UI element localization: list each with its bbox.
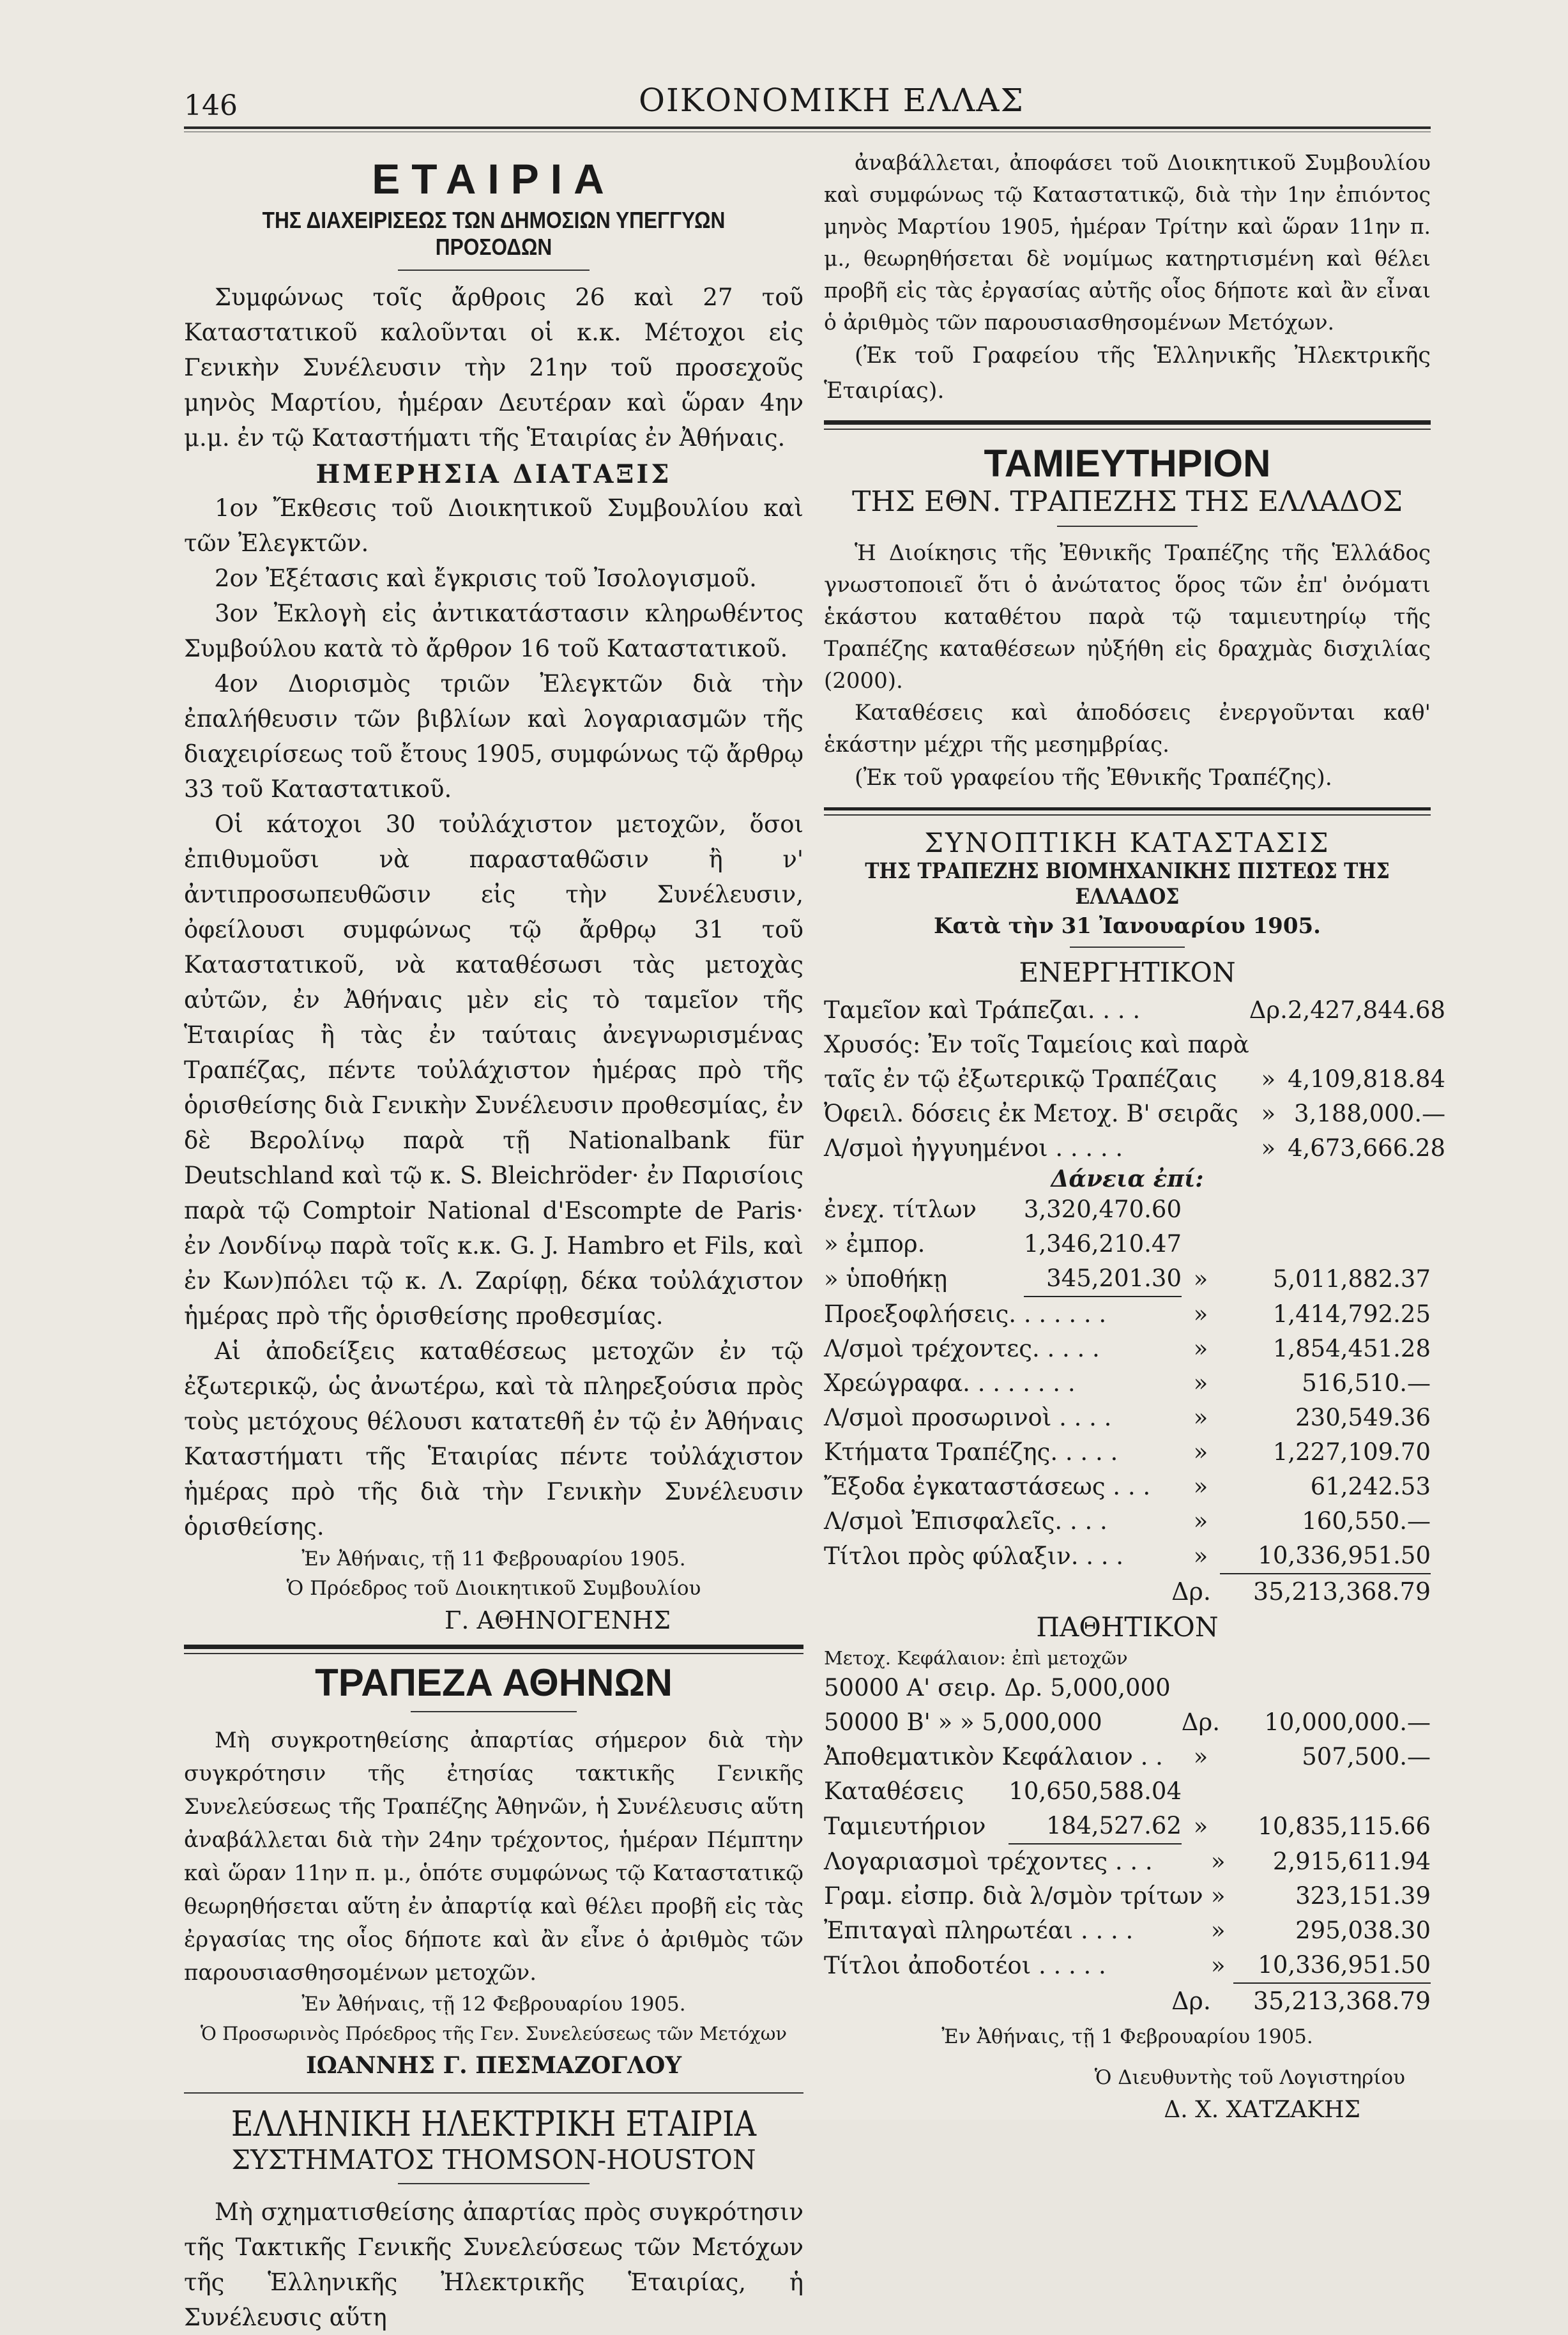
row-label: Ἐπιταγαὶ πληρωτέαι . . . .: [824, 1917, 1134, 1944]
row-label: Ὀφειλ. δόσεις ἐκ Μετοχ. Β' σειρᾶς: [824, 1100, 1238, 1127]
row-mark: [1182, 1227, 1220, 1261]
row-mark: »: [1193, 1335, 1208, 1362]
row-mark: »: [1193, 1369, 1208, 1397]
row-amount: 10,835,115.66: [1258, 1812, 1431, 1840]
source-note: (Ἐκ τοῦ γραφείου τῆς Ἐθνικῆς Τραπέζης).: [855, 765, 1332, 791]
paragraph: Μὴ συγκροτηθείσης ἀπαρτίας σήμερον διὰ τὴν συγκρότησιν τῆς ἐτησίας τακτικῆς Γενικῆς Συνελεύσεως τῆς Τραπέζης Ἀθηνῶν, ἡ Συνέλευσις αὕτη ἀναβάλλεται διὰ τὴν 24ην τρέχοντος, ἡμέραν Πέμπτην καὶ ὥραν 11ην π. μ., ὁπότε συμφώνως τῷ Καταστατικῷ θεωρηθήσεται αὕτη ἐν ἀπαρτίᾳ καὶ θέλει προβῆ εἰς τὰς ἐργασίας της οἷος δήποτε καὶ ἂν εἶνε ὁ ἀριθμὸς τῶν παρουσιασθησομένων μετοχῶν.: [184, 1728, 803, 1986]
total-amount: 35,213,368.79: [1252, 1578, 1431, 1606]
statement-row: [824, 1671, 1431, 1705]
row-label: Τίτλοι πρὸς φύλαξιν. . . .: [824, 1542, 1124, 1570]
statement-row: [824, 1879, 1431, 1913]
row-label: 50000 Α' σειρ. Δρ. 5,000,000: [824, 1674, 1171, 1701]
row-mark: »: [1193, 1542, 1208, 1570]
row-amount: 323,151.39: [1295, 1882, 1431, 1910]
statement-date-signed: Ἐν Ἀθήναις, τῇ 1 Φεβρουαρίου 1905.: [941, 2025, 1313, 2048]
row-mark: »: [1210, 1917, 1226, 1944]
statement-row: [824, 1097, 1445, 1131]
total-amount: 35,213,368.79: [1252, 1987, 1431, 2015]
statement-row: [824, 1470, 1431, 1504]
row-label: ἐνεχ. τίτλων: [824, 1196, 977, 1223]
statement-row: [824, 1913, 1431, 1948]
row-label: Λ/σμοὶ ἠγγυημένοι . . . . .: [824, 1134, 1123, 1162]
divider: [398, 270, 590, 271]
loans-title: Δάνεια ἐπί:: [1051, 1166, 1204, 1192]
loans-table: [824, 1192, 1431, 1297]
row-amount: 10,000,000.—: [1264, 1708, 1431, 1736]
capital-line: Μετοχ. Κεφάλαιον: ἐπὶ μετοχῶν: [824, 1647, 1128, 1669]
divider: [1057, 526, 1198, 527]
row-label: Κτήματα Τραπέζης. . . . .: [824, 1438, 1118, 1466]
signature-role: Ὁ Πρόεδρος τοῦ Διοικητικοῦ Συμβουλίου: [286, 1577, 701, 1600]
statement-row: [824, 1366, 1431, 1401]
statement-row: [824, 1297, 1431, 1332]
statement-row: [824, 1028, 1445, 1062]
row-mark: »: [1193, 1812, 1208, 1840]
liabilities-table: [824, 1844, 1431, 1984]
section-rule: [824, 807, 1431, 810]
notice-title: ΕΛΛΗΝΙΚΗ ΗΛΕΚΤΡΙΚΗ ΕΤΑΙΡΙΑ: [231, 2104, 757, 2144]
row-mark: Δρ.: [1181, 1708, 1220, 1736]
statement-row: [824, 1227, 1431, 1261]
row-label: Λ/σμοὶ τρέχοντες. . . . .: [824, 1335, 1100, 1362]
paragraph: ἀναβάλλεται, ἀποφάσει τοῦ Διοικητικοῦ Συμβουλίου καὶ συμφώνως τῷ Καταστατικῷ, διὰ τὴν 1ην ἐπιόντος μηνὸς Μαρτίου 1905, ἡμέραν Τρίτην καὶ ὥραν 11ην π. μ., θεωρηθήσεται δὲ νομίμως κατηρτισμένη καὶ θέλει προβῆ εἰς τὰς ἐργασίας αὐτῆς οἷος δήποτε καὶ ἂν εἶναι ὁ ἀριθμὸς τῶν παρουσιασθησομένων Μετόχων.: [824, 150, 1431, 335]
section-rule-thin: [184, 1653, 803, 1654]
row-mark: »: [1193, 1507, 1208, 1535]
row-label: Χρεώγραφα. . . . . . . .: [824, 1369, 1076, 1397]
signature-name: ΙΩΑΝΝΗΣ Γ. ΠΕΣΜΑΖΟΓΛΟΥ: [305, 2052, 682, 2079]
liabilities-total: [824, 1984, 1431, 2018]
row-mark: Δρ.: [1249, 996, 1288, 1024]
row-label: Καταθέσεις: [824, 1777, 964, 1805]
header-rule: [184, 126, 1431, 129]
row-mark: »: [1193, 1743, 1208, 1770]
row-label: Ταμιευτήριον: [824, 1812, 986, 1840]
row-mark: »: [1193, 1438, 1208, 1466]
row-amount: 230,549.36: [1295, 1404, 1431, 1431]
row-subamount: 184,527.62: [1009, 1809, 1182, 1844]
row-amount: [1288, 1028, 1445, 1062]
notice-subtitle: ΣΥΣΤΗΜΑΤΟΣ THOMSON-HOUSTON: [231, 2144, 756, 2175]
signature-role: Ὁ Διευθυντὴς τοῦ Λογιστηρίου: [1094, 2066, 1405, 2089]
statement-row: [824, 1539, 1431, 1574]
row-amount: 10,336,951.50: [1233, 1948, 1431, 1983]
assets-table-2: [824, 1297, 1431, 1574]
row-mark: »: [1193, 1473, 1208, 1500]
running-head: ΟΙΚΟΝΟΜΙΚΗ ΕΛΛΑΣ: [639, 82, 1024, 119]
statement-title: ΣΥΝΟΠΤΙΚΗ ΚΑΤΑΣΤΑΣΙΣ: [924, 827, 1330, 858]
section-rule-thin: [824, 814, 1431, 816]
notice-title: ΕΤΑΙΡΙΑ: [372, 155, 616, 202]
notice-title: ΤΡΑΠΕΖΑ ΑΘΗΝΩΝ: [315, 1661, 673, 1704]
statement-row: [824, 1809, 1431, 1844]
statement-row: [824, 1261, 1431, 1297]
section-rule: [184, 1645, 803, 1649]
row-mark: [1249, 1028, 1288, 1062]
row-subamount: 3,320,470.60: [1023, 1196, 1182, 1223]
deposits-table: [824, 1774, 1431, 1844]
row-label: Ἀποθεματικὸν Κεφάλαιον . .: [824, 1743, 1163, 1770]
agenda-item: 4ον Διορισμὸς τριῶν Ἐλεγκτῶν διὰ τὴν ἐπαλήθευσιν τῶν βιβλίων καὶ λογαριασμῶν τῆς διαχειρίσεως τοῦ ἔτους 1905, συμφώνως τῷ ἄρθρῳ 33 τοῦ Καταστατικοῦ.: [184, 670, 803, 803]
row-amount: 516,510.—: [1302, 1369, 1431, 1397]
statement-row: [824, 1401, 1431, 1435]
divider: [411, 1711, 577, 1712]
row-amount: [1220, 1671, 1431, 1705]
row-label: ταῖς ἐν τῷ ἐξωτερικῷ Τραπέζαις: [824, 1065, 1217, 1093]
row-mark: »: [1261, 1065, 1276, 1093]
row-mark: »: [1210, 1848, 1226, 1875]
paragraph: Συμφώνως τοῖς ἄρθροις 26 καὶ 27 τοῦ Καταστατικοῦ καλοῦνται οἱ κ.κ. Μέτοχοι εἰς Γενικὴν Συνέλευσιν τὴν 21ην τοῦ προσεχοῦς μηνὸς Μαρτίου, ἡμέραν Δευτέραν καὶ ὥραν 4ην μ.μ. ἐν τῷ Καταστήματι τῆς Ἑταιρίας ἐν Ἀθήναις.: [184, 284, 803, 452]
row-amount: [1220, 1774, 1431, 1809]
page-number: 146: [184, 89, 238, 122]
row-amount: 61,242.53: [1310, 1473, 1431, 1500]
paragraph: Οἱ κάτοχοι 30 τοὐλάχιστον μετοχῶν, ὅσοι ἐπιθυμοῦσι νὰ παρασταθῶσιν ἢ ν' ἀντιπροσωπευθῶσιν εἰς τὴν Συνέλευσιν, ὀφείλουσι συμφώνως τῷ ἄρθρῳ 31 τοῦ Καταστατικοῦ, νὰ καταθέσωσι τὰς μετοχὰς αὐτῶν, ἐν Ἀθήναις μὲν εἰς τὸ ταμεῖον τῆς Ἑταιρίας ἢ τὰς ἐν ταύταις ἀνεγνωρισμένας Τραπέζας, πέντε τοὐλάχιστον ἡμέρας πρὸ τῆς ὁρισθείσης διὰ Γενικὴν Συνέλευσιν προθεσμίας, ἐν δὲ Βερολίνῳ παρὰ τῇ Nationalbank für Deutschland καὶ τῷ κ. S. Bleichröder· ἐν Παρισίοις παρὰ τῷ Comptoir National d'Escompte de Paris· ἐν Λονδίνῳ παρὰ τοῖς κ.κ. G. J. Hambro et Fils, καὶ ἐν Κων)πόλει τῷ κ. Λ. Ζαρίφῃ, δέκα τοὐλάχιστον ἡμέρας πρὸ τῆς ὁρισθείσης προθεσμίας.: [184, 810, 803, 1330]
row-label: 50000 Β' » » 5,000,000: [824, 1708, 1102, 1736]
row-label: Ἔξοδα ἐγκαταστάσεως . . .: [824, 1473, 1151, 1500]
row-mark: »: [1193, 1300, 1208, 1328]
notice-title: ΤΑΜΙΕΥΤΗΡΙΟΝ: [984, 442, 1271, 485]
row-amount: 10,336,951.50: [1220, 1539, 1431, 1574]
row-label: Χρυσός: Ἐν τοῖς Ταμείοις καὶ παρὰ: [824, 1031, 1249, 1058]
paragraph: Καταθέσεις καὶ ἀποδόσεις ἐνεργοῦνται καθ' ἑκάστην μέχρι τῆς μεσημβρίας.: [824, 700, 1431, 757]
statement-row: [824, 1062, 1445, 1097]
statement-row: [824, 1705, 1431, 1740]
statement-row: [824, 1131, 1445, 1166]
liabilities-title: ΠΑΘΗΤΙΚΟΝ: [1036, 1611, 1219, 1643]
row-mark: »: [1210, 1882, 1226, 1910]
row-amount: 4,109,818.84: [1287, 1065, 1446, 1093]
row-label: Προεξοφλήσεις. . . . . . .: [824, 1300, 1107, 1328]
row-mark: [1182, 1774, 1220, 1809]
row-label: Γραμ. εἰσπρ. διὰ λ/σμὸν τρίτων: [824, 1882, 1203, 1910]
statement-row: [824, 1192, 1431, 1227]
row-amount: 1,227,109.70: [1272, 1438, 1431, 1466]
statement-row: [824, 1774, 1431, 1809]
row-label: » ὑποθήκῃ: [824, 1265, 948, 1293]
agenda-title: ΗΜΕΡΗΣΙΑ ΔΙΑΤΑΞΙΣ: [316, 459, 672, 489]
statement-row: [824, 1332, 1431, 1366]
statement-row: [824, 1504, 1431, 1539]
row-label: Ταμεῖον καὶ Τράπεζαι. . . .: [824, 996, 1141, 1024]
agenda-item: 3ον Ἐκλογὴ εἰς ἀντικατάστασιν κληρωθέντος Συμβούλου κατὰ τὸ ἄρθρον 16 τοῦ Καταστατικοῦ.: [184, 600, 803, 662]
statement-date: Κατὰ τὴν 31 Ἰανουαρίου 1905.: [934, 913, 1321, 939]
row-amount: 3,188,000.—: [1294, 1100, 1446, 1127]
statement-row: [824, 1435, 1431, 1470]
row-amount: 1,854,451.28: [1272, 1335, 1431, 1362]
divider: [1070, 947, 1185, 948]
paragraph: Μὴ σχηματισθείσης ἀπαρτίας πρὸς συγκρότησιν τῆς Τακτικῆς Γενικῆς Συνελεύσεως τῶν Μετόχων τῆς Ἑλληνικῆς Ἠλεκτρικῆς Ἑταιρίας, ἡ Συνέλευσις αὕτη: [184, 2198, 803, 2331]
paragraph: Ἡ Διοίκησις τῆς Ἐθνικῆς Τραπέζης τῆς Ἑλλάδος γνωστοποιεῖ ὅτι ὁ ἀνώτατος ὅρος τῶν ἐπ' ὀνόματι ἑκάστου καταθέτου παρὰ τῷ ταμιευτηρίῳ τῆς Τραπέζης καταθέσεων ηὐξήθη εἰς δραχμὰς δισχιλίας (2000).: [824, 540, 1431, 694]
right-column: [824, 147, 1446, 2127]
notice-date: Ἐν Ἀθήναις, τῇ 12 Φεβρουαρίου 1905.: [301, 1993, 686, 2016]
assets-title: ΕΝΕΡΓΗΤΙΚΟΝ: [1019, 957, 1236, 988]
row-mark: »: [1210, 1951, 1226, 1979]
notice-subtitle: ΤΗΣ ΕΘΝ. ΤΡΑΠΕΖΗΣ ΤΗΣ ΕΛΛΑΔΟΣ: [852, 485, 1403, 518]
row-mark: »: [1193, 1404, 1208, 1431]
row-amount: 5,011,882.37: [1272, 1265, 1431, 1293]
section-rule-thin: [824, 429, 1431, 430]
agenda-item: 1ον Ἔκθεσις τοῦ Διοικητικοῦ Συμβουλίου καὶ τῶν Ἐλεγκτῶν.: [184, 494, 803, 557]
row-mark: [1182, 1192, 1220, 1227]
left-column: [184, 147, 803, 2335]
paragraph: Αἱ ἀποδείξεις καταθέσεως μετοχῶν ἐν τῷ ἐξωτερικῷ, ὡς ἀνωτέρω, καὶ τὰ πληρεξούσια πρὸς τοὺς μετόχους θέλουσι κατατεθῆ ἐν τῷ ἐν Ἀθήναις Καταστήματι τῆς Ἑταιρίας πέντε τοὐλάχιστον ἡμέρας πρὸ τῆς διὰ τὴν Γενικὴν Συνέλευσιν ὁρισθείσης.: [184, 1337, 803, 1540]
section-rule: [824, 420, 1431, 425]
row-label: » ἐμπορ.: [824, 1230, 925, 1258]
notice-date: Ἐν Ἀθήναις, τῇ 11 Φεβρουαρίου 1905.: [301, 1548, 686, 1571]
agenda-item: 2ον Ἐξέτασις καὶ ἔγκρισις τοῦ Ἰσολογισμοῦ.: [215, 565, 757, 592]
row-label: Λ/σμοὶ προσωρινοὶ . . . .: [824, 1404, 1112, 1431]
signature-name: Δ. Χ. ΧΑΤΖΑΚΗΣ: [1164, 2097, 1360, 2123]
row-amount: [1220, 1227, 1431, 1261]
row-mark: »: [1193, 1265, 1208, 1293]
row-amount: [1220, 1192, 1431, 1227]
assets-total: [824, 1574, 1431, 1609]
row-mark: »: [1261, 1134, 1276, 1162]
signature-name: Γ. ΑΘΗΝΟΓΕΝΗΣ: [444, 1606, 671, 1634]
row-label: Λογαριασμοὶ τρέχοντες . . .: [824, 1848, 1153, 1875]
capital-table: [824, 1671, 1431, 1740]
row-amount: 4,673,666.28: [1287, 1134, 1446, 1162]
row-amount: 507,500.—: [1302, 1743, 1431, 1770]
row-amount: 295,038.30: [1295, 1917, 1431, 1944]
section-rule: [184, 2092, 803, 2094]
row-amount: 160,550.—: [1302, 1507, 1431, 1535]
row-amount: 1,414,792.25: [1272, 1300, 1431, 1328]
row-mark: [1182, 1671, 1220, 1705]
statement-row: [824, 993, 1445, 1028]
row-mark: »: [1261, 1100, 1276, 1127]
statement-row: [824, 1948, 1431, 1983]
row-amount: 2,915,611.94: [1272, 1848, 1431, 1875]
signature-role: Ὁ Προσωρινὸς Πρόεδρος τῆς Γεν. Συνελεύσεως τῶν Μετόχων: [200, 2023, 788, 2044]
row-amount: 2,427,844.68: [1287, 996, 1446, 1024]
statement-row: [824, 1844, 1431, 1879]
source-note: (Ἐκ τοῦ Γραφείου τῆς Ἑλληνικῆς Ἠλεκτρικῆς Ἑταιρίας).: [824, 343, 1431, 404]
row-subamount: 1,346,210.47: [1023, 1230, 1182, 1258]
statement-row: [824, 1740, 1431, 1774]
assets-table: [824, 993, 1445, 1166]
statement-subtitle: ΤΗΣ ΤΡΑΠΕΖΗΣ ΒΙΟΜΗΧΑΝΙΚΗΣ ΠΙΣΤΕΩΣ ΤΗΣ ΕΛΛΑΔΟΣ: [865, 858, 1390, 909]
reserves-table: [824, 1740, 1431, 1774]
row-label: Τίτλοι ἀποδοτέοι . . . . .: [824, 1951, 1106, 1979]
total-mark: Δρ.: [1171, 1987, 1211, 2015]
total-mark: Δρ.: [1171, 1578, 1211, 1606]
row-subamount: 345,201.30: [1024, 1261, 1182, 1297]
notice-subtitle: ΤΗΣ ΔΙΑΧΕΙΡΙΣΕΩΣ ΤΩΝ ΔΗΜΟΣΙΩΝ ΥΠΕΓΓΥΩΝ ΠΡΟΣΟΔΩΝ: [262, 207, 726, 260]
row-subamount: 10,650,588.04: [1009, 1777, 1182, 1805]
divider: [398, 2183, 590, 2184]
row-label: Λ/σμοὶ Ἐπισφαλεῖς. . . .: [824, 1507, 1107, 1535]
